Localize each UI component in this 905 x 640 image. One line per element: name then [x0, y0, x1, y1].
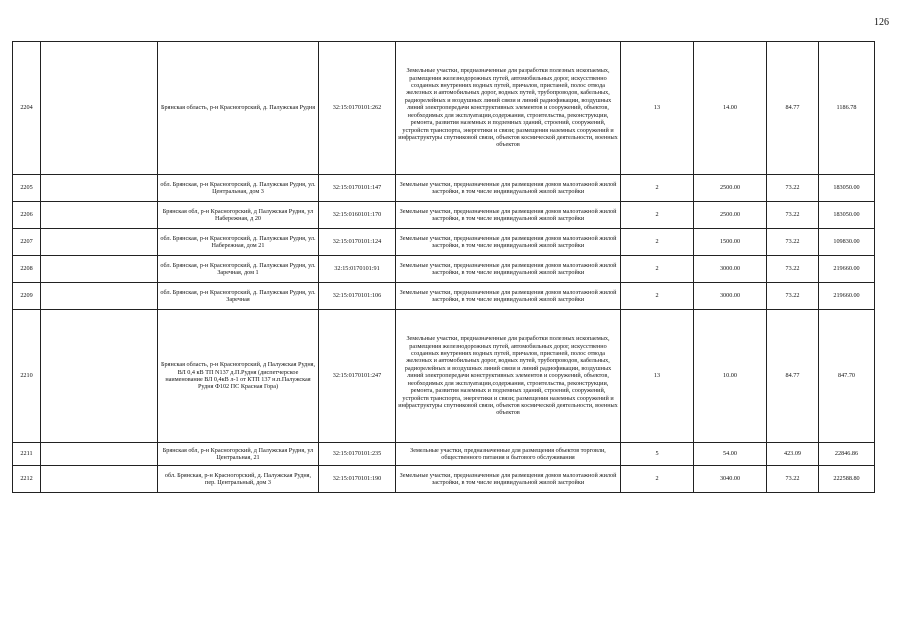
cadastral-value-cell: 219660.00: [819, 283, 875, 310]
cadastral-number-cell: 32:15:0170101:235: [319, 443, 396, 466]
page-number: 126: [874, 17, 889, 28]
use-code-cell: 2: [621, 202, 694, 229]
cadastral-number-cell: 32:15:0170101:147: [319, 175, 396, 202]
spacer-cell: [41, 202, 158, 229]
land-use-cell: Земельные участки, предназначенные для размещения домов малоэтажной жилой застройки, в том числе индивидуальной жилой застройки: [396, 229, 621, 256]
area-cell: 1500.00: [694, 229, 767, 256]
table-row: [13, 256, 875, 283]
cadastral-number-cell: 32:15:0170101:262: [319, 42, 396, 175]
rate-cell: 73.22: [767, 229, 819, 256]
land-registry-table: [12, 41, 875, 493]
rate-cell: 84.77: [767, 42, 819, 175]
address-cell: обл. Брянская, р-н Красногорский, д. Палужская Рудня, ул. Центральная, дом 3: [158, 175, 319, 202]
cadastral-value-cell: 183050.00: [819, 175, 875, 202]
use-code-cell: 13: [621, 310, 694, 443]
cadastral-value-cell: 222588.80: [819, 466, 875, 493]
table-row: [13, 283, 875, 310]
rate-cell: 73.22: [767, 175, 819, 202]
cadastral-value-cell: 109830.00: [819, 229, 875, 256]
use-code-cell: 2: [621, 229, 694, 256]
land-use-cell: Земельные участки, предназначенные для размещения объектов торговли, общественного питания и бытового обслуживания: [396, 443, 621, 466]
cadastral-value-cell: 183050.00: [819, 202, 875, 229]
area-cell: 3000.00: [694, 256, 767, 283]
rate-cell: 73.22: [767, 256, 819, 283]
address-cell: Брянская область, р-н Красногорский, д Палужская Рудня, ВЛ 0,4 кВ ТП N137 д.П.Рудня (диспетчерское наименование ВЛ 0,4кВ л-1 от КТП 137 н.п.Палужская Рудня Ф102 ПС Красная Гора): [158, 310, 319, 443]
cadastral-value-cell: 847.70: [819, 310, 875, 443]
spacer-cell: [41, 175, 158, 202]
land-use-cell: Земельные участки, предназначенные для размещения домов малоэтажной жилой застройки, в том числе индивидуальной жилой застройки: [396, 175, 621, 202]
row-number: 2211: [13, 443, 41, 466]
use-code-cell: 5: [621, 443, 694, 466]
row-number: 2206: [13, 202, 41, 229]
spacer-cell: [41, 466, 158, 493]
use-code-cell: 2: [621, 256, 694, 283]
rate-cell: 423.09: [767, 443, 819, 466]
rate-cell: 84.77: [767, 310, 819, 443]
address-cell: обл. Брянская, р-н Красногорский, д. Палужская Рудня, ул. Заречная: [158, 283, 319, 310]
area-cell: 3000.00: [694, 283, 767, 310]
land-use-cell: Земельные участки, предназначенные для разработки полезных ископаемых, размещения железнодорожных путей, автомобильных дорог, искусственно созданных внутренних водных путей, причалов, пристаней, полос отвода железных и автомобильных дорог, водных путей, трубопроводов, кабельных, радиорелейных и воздушных линий связи и линий радиофикации, воздушных линий электропередачи конструктивных элементов и сооружений, объектов, необходимых для эксплуатации,содержания, строительства, реконструкции, ремонта, развития наземных и подземных зданий, строений, сооружений, устройств транспорта, энергетики и связи; размещения наземных сооружений и инфраструктуры спутниковой связи, объектов космической деятельности, военных объектов: [396, 310, 621, 443]
spacer-cell: [41, 310, 158, 443]
address-cell: Брянская обл, р-н Красногорский, д Палужская Рудня, ул Центральная, 21: [158, 443, 319, 466]
land-use-cell: Земельные участки, предназначенные для размещения домов малоэтажной жилой застройки, в том числе индивидуальной жилой застройки: [396, 256, 621, 283]
address-cell: обл. Брянская, р-н Красногорский, д. Палужская Рудня, ул. Заречная, дом 1: [158, 256, 319, 283]
cadastral-number-cell: 32:15:0170101:247: [319, 310, 396, 443]
table-row: [13, 42, 875, 175]
area-cell: 54.00: [694, 443, 767, 466]
address-cell: Брянская обл, р-н Красногорский, д Палужская Рудня, ул Набережная, д 20: [158, 202, 319, 229]
spacer-cell: [41, 283, 158, 310]
cadastral-value-cell: 219660.00: [819, 256, 875, 283]
land-use-cell: Земельные участки, предназначенные для разработки полезных ископаемых, размещения железнодорожных путей, автомобильных дорог, искусственно созданных внутренних водных путей, причалов, пристаней, полос отвода железных и автомобильных дорог, водных путей, трубопроводов, кабельных, радиорелейных и воздушных линий связи и линий радиофикации, воздушных линий электропередачи конструктивных элементов и сооружений, объектов, необходимых для эксплуатации,содержания, строительства, реконструкции, ремонта, развития наземных и подземных зданий, строений, сооружений, устройств транспорта, энергетики и связи; размещения наземных сооружений и инфраструктуры спутниковой связи, объектов космической деятельности, военных объектов: [396, 42, 621, 175]
rate-cell: 73.22: [767, 466, 819, 493]
cadastral-number-cell: 32:15:0170101:190: [319, 466, 396, 493]
area-cell: 2500.00: [694, 202, 767, 229]
cadastral-value-cell: 1186.78: [819, 42, 875, 175]
area-cell: 10.00: [694, 310, 767, 443]
table-row: [13, 443, 875, 466]
land-use-cell: Земельные участки, предназначенные для размещения домов малоэтажной жилой застройки, в том числе индивидуальной жилой застройки: [396, 466, 621, 493]
table-row: [13, 175, 875, 202]
use-code-cell: 13: [621, 42, 694, 175]
rate-cell: 73.22: [767, 283, 819, 310]
row-number: 2208: [13, 256, 41, 283]
table-row: [13, 466, 875, 493]
use-code-cell: 2: [621, 466, 694, 493]
row-number: 2209: [13, 283, 41, 310]
rate-cell: 73.22: [767, 202, 819, 229]
address-cell: обл. Брянская, р-н Красногорский, д. Палужская Рудня, ул. Набережная, дом 21: [158, 229, 319, 256]
cadastral-number-cell: 32:15:0170101:106: [319, 283, 396, 310]
cadastral-value-cell: 22846.86: [819, 443, 875, 466]
table-row: [13, 310, 875, 443]
row-number: 2210: [13, 310, 41, 443]
area-cell: 2500.00: [694, 175, 767, 202]
cadastral-number-cell: 32:15:0170101:124: [319, 229, 396, 256]
table-row: [13, 202, 875, 229]
land-use-cell: Земельные участки, предназначенные для размещения домов малоэтажной жилой застройки, в том числе индивидуальной жилой застройки: [396, 283, 621, 310]
row-number: 2212: [13, 466, 41, 493]
area-cell: 3040.00: [694, 466, 767, 493]
table-row: [13, 229, 875, 256]
spacer-cell: [41, 42, 158, 175]
address-cell: Брянская область, р-н Красногорский, д. Палужская Рудня: [158, 42, 319, 175]
cadastral-number-cell: 32:15:0160101:170: [319, 202, 396, 229]
use-code-cell: 2: [621, 283, 694, 310]
address-cell: обл. Брянская, р-н Красногорский, д. Палужская Рудня, пер. Центральный, дом 3: [158, 466, 319, 493]
area-cell: 14.00: [694, 42, 767, 175]
use-code-cell: 2: [621, 175, 694, 202]
spacer-cell: [41, 443, 158, 466]
spacer-cell: [41, 256, 158, 283]
row-number: 2207: [13, 229, 41, 256]
row-number: 2204: [13, 42, 41, 175]
spacer-cell: [41, 229, 158, 256]
cadastral-number-cell: 32:15:0170101:91: [319, 256, 396, 283]
row-number: 2205: [13, 175, 41, 202]
land-use-cell: Земельные участки, предназначенные для размещения домов малоэтажной жилой застройки, в том числе индивидуальной жилой застройки: [396, 202, 621, 229]
